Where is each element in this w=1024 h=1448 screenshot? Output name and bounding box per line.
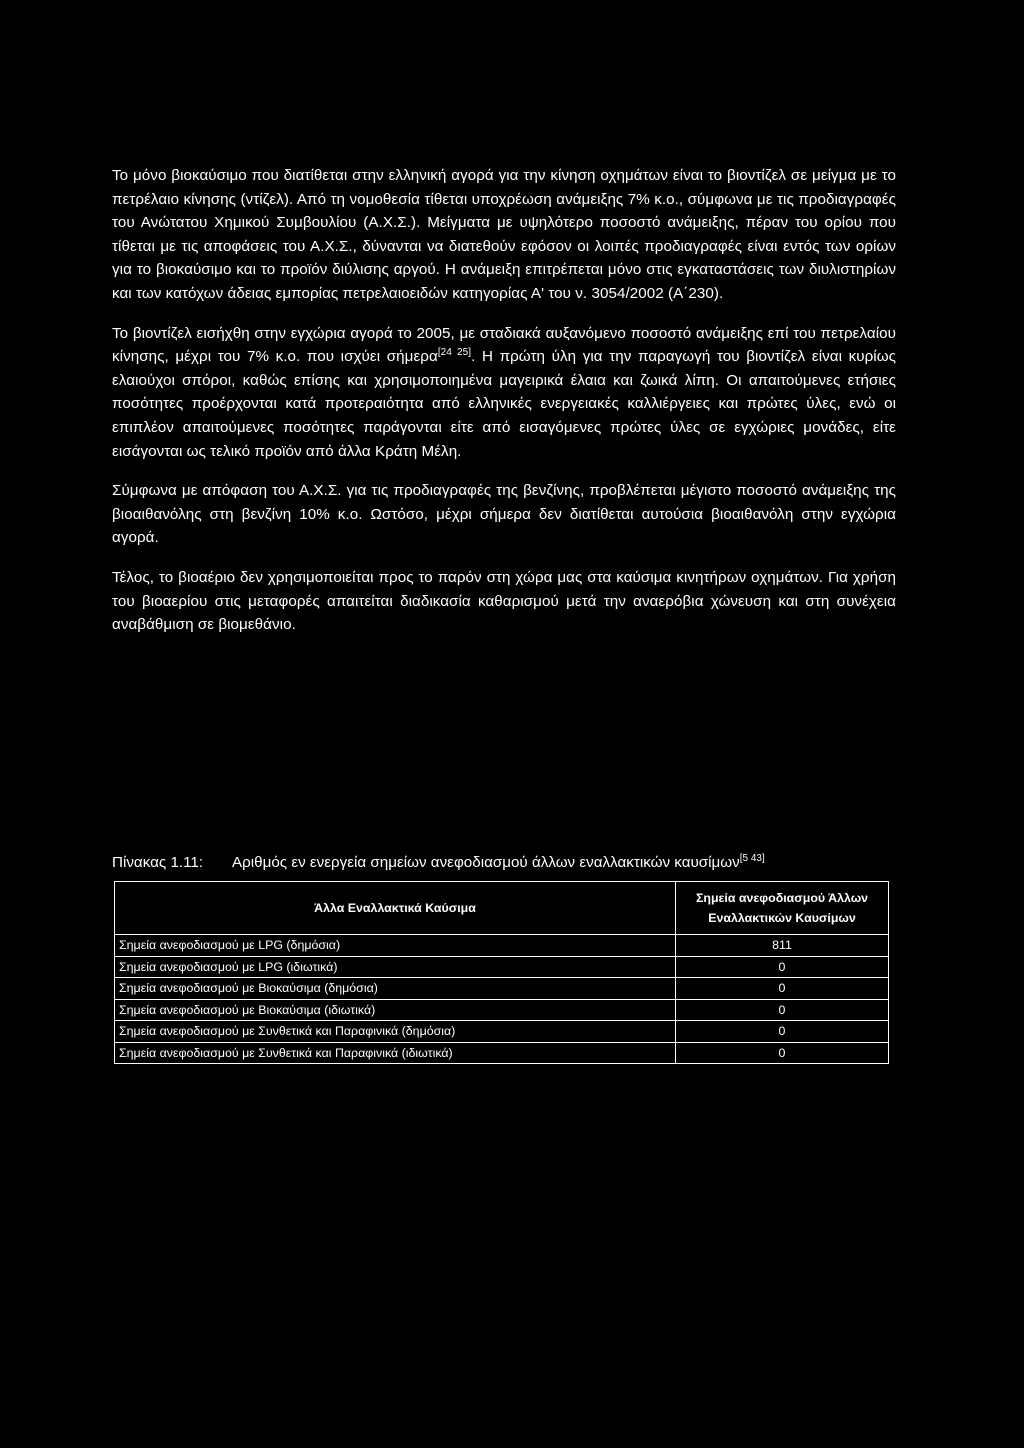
column-header-station-count: Σημεία ανεφοδιασμού Άλλων Εναλλακτικών Καυσίμων xyxy=(676,882,889,935)
row-value: 0 xyxy=(676,1042,889,1064)
paragraph-biodiesel-market xyxy=(112,164,896,306)
row-value: 0 xyxy=(676,956,889,978)
table-row xyxy=(115,1021,889,1043)
paragraph-text: Το μόνο βιοκαύσιμο που διατίθεται στην ελληνική αγορά για την κίνηση οχημάτων είναι το βιοντίζελ σε μείγμα με το πετρέλαιο κίνησης (ντίζελ). Από τη νομοθεσία τίθεται υποχρέωση ανάμειξης 7% κ.ο., σύμφωνα με τις προδιαγραφές του Ανώτατου Χημικού Συμβουλίου (Α.Χ.Σ.). Μείγματα με υψηλότερο ποσοστό ανάμειξης, πέραν του ορίου που τίθεται με τις αποφάσεις του Α.Χ.Σ., δύνανται να διατεθούν εφόσον οι λοιπές προδιαγραφές είναι εντός των ορίων για το βιοκαύσιμο και το προϊόν διύλισης αργού. Η ανάμειξη επιτρέπεται μόνο στις εγκαταστάσεις των διυλιστηρίων και των κατόχων άδειας εμπορίας πετρελαιοειδών κατηγορίας Α' του ν. 3054/2002 (Α΄230). xyxy=(112,167,896,302)
row-value: 811 xyxy=(676,935,889,957)
paragraph-text: Σύμφωνα με απόφαση του Α.Χ.Σ. για τις προδιαγραφές της βενζίνης, προβλέπεται μέγιστο ποσοστό ανάμειξης της βιοαιθανόλης στη βενζίνη 10% κ.ο. Ωστόσο, μέχρι σήμερα δεν διατίθεται αυτούσια βιοαιθανόλη στην εγχώρια αγορά. xyxy=(112,482,896,547)
row-label: Σημεία ανεφοδιασμού με Βιοκαύσιμα (ιδιωτικά) xyxy=(115,999,676,1021)
citation-reference: [24 25] xyxy=(437,347,472,359)
table-row xyxy=(115,1042,889,1064)
row-label: Σημεία ανεφοδιασμού με Συνθετικά και Παραφινικά (ιδιωτικά) xyxy=(115,1042,676,1064)
table-row xyxy=(115,935,889,957)
table-row xyxy=(115,999,889,1021)
column-header-fuel-type: Άλλα Εναλλακτικά Καύσιμα xyxy=(115,882,676,935)
paragraph-biodiesel-history xyxy=(112,322,896,464)
table-caption xyxy=(112,852,896,874)
table-header-row xyxy=(115,882,889,935)
fuel-stations-table xyxy=(114,881,889,1064)
paragraph-bioethanol xyxy=(112,479,896,550)
row-label: Σημεία ανεφοδιασμού με Συνθετικά και Παραφινικά (δημόσια) xyxy=(115,1021,676,1043)
table-row xyxy=(115,978,889,1000)
paragraph-text: Το βιοντίζελ εισήχθη στην εγχώρια αγορά το 2005, με σταδιακά αυξανόμενο ποσοστό ανάμειξης επί του πετρελαίου κίνησης, μέχρι του 7% κ.ο. που ισχύει σήμερα xyxy=(112,324,896,366)
document-page xyxy=(112,164,896,1060)
row-value: 0 xyxy=(676,999,889,1021)
row-value: 0 xyxy=(676,1021,889,1043)
citation-reference: [5 43] xyxy=(739,853,765,864)
paragraph-text: Τέλος, το βιοαέριο δεν χρησιμοποιείται προς το παρόν στη χώρα μας στα καύσιμα κινητήρων οχημάτων. Για χρήση του βιοαερίου στις μεταφορές απαιτείται διαδικασία καθαρισμού μετά την αναερόβια χώνευση και στη συνέχεια αναβάθμιση σε βιομεθάνιο. xyxy=(112,568,896,634)
row-label: Σημεία ανεφοδιασμού με LPG (ιδιωτικά) xyxy=(115,956,676,978)
table-row xyxy=(115,956,889,978)
paragraph-text: . Η πρώτη ύλη για την παραγωγή του βιοντίζελ είναι κυρίως ελαιούχοι σπόροι, καθώς επίσης και χρησιμοποιημένα μαγειρικά έλαια και ζωικά λίπη. Οι απαιτούμενες ετήσιες ποσότητες προέρχονται κατά προτεραιότητα από ελληνικές ενεργειακές καλλιέργειες και πρώτες ύλες, ενώ οι επιπλέον απαιτούμενες ποσότητες παράγονται είτε από εισαγόμενες πρώτες ύλες σε εγχώριες μονάδες, είτε εισάγονται ως τελικό προϊόν από άλλα Κράτη Μέλη. xyxy=(112,348,896,460)
row-value: 0 xyxy=(676,978,889,1000)
row-label: Σημεία ανεφοδιασμού με Βιοκαύσιμα (δημόσια) xyxy=(115,978,676,1000)
row-label: Σημεία ανεφοδιασμού με LPG (δημόσια) xyxy=(115,935,676,957)
table-caption-label: Πίνακας 1.11: xyxy=(112,854,204,871)
paragraph-biogas xyxy=(112,566,896,637)
table-caption-text: Αριθμός εν ενεργεία σημείων ανεφοδιασμού άλλων εναλλακτικών καυσίμων xyxy=(232,854,740,871)
